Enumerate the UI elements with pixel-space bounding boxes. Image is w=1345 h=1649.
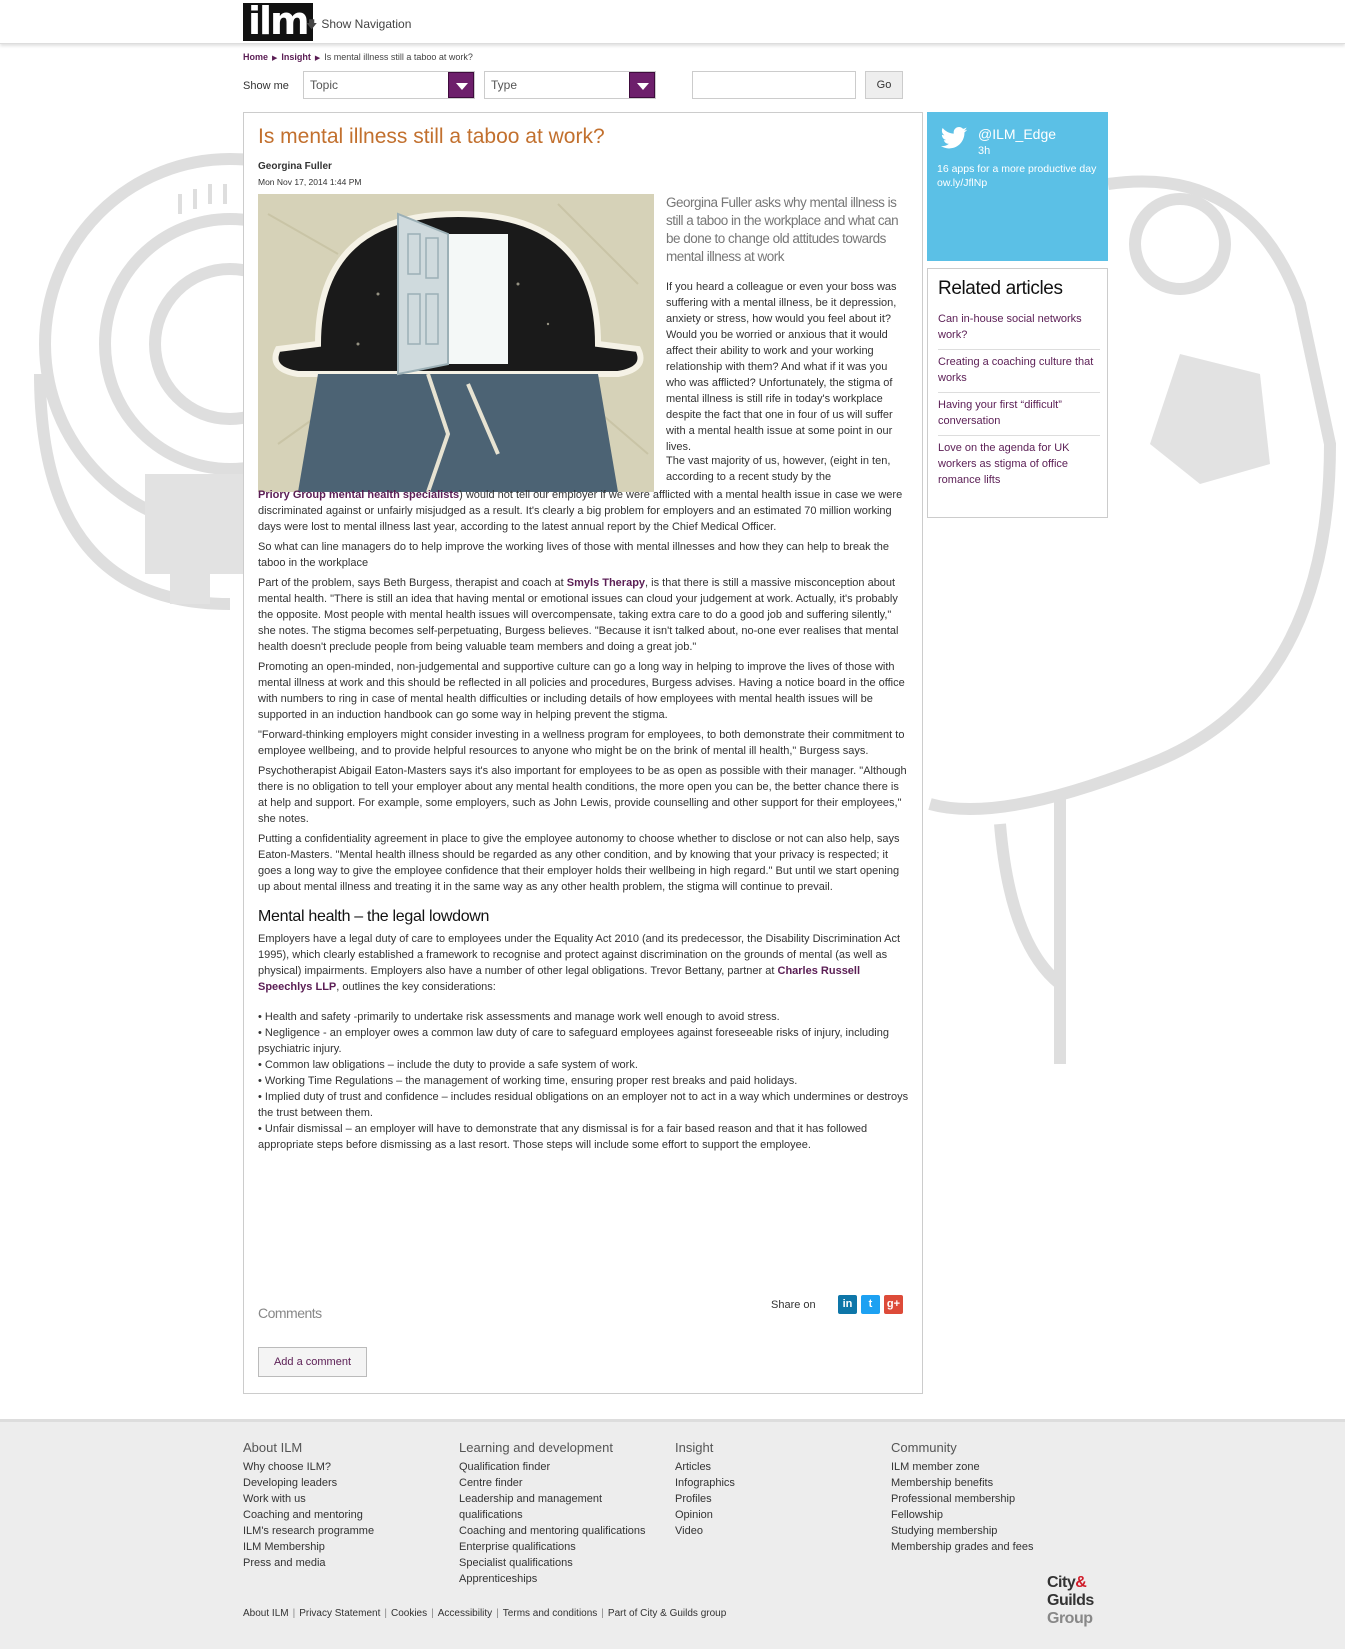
share-on-label: Share on — [771, 1299, 816, 1311]
footer-link[interactable]: Membership benefits — [891, 1477, 994, 1489]
footer-bottom-link[interactable]: Privacy Statement — [299, 1608, 381, 1619]
footer-link[interactable]: Infographics — [675, 1477, 735, 1489]
breadcrumb — [243, 52, 473, 62]
footer-link[interactable]: qualifications — [459, 1509, 523, 1521]
footer-community-title[interactable]: Community — [891, 1440, 957, 1455]
footer-link[interactable]: Developing leaders — [243, 1477, 338, 1489]
twitter-widget — [927, 112, 1108, 261]
article-body-top — [666, 279, 910, 459]
footer-link[interactable]: Video — [675, 1525, 703, 1537]
bullet-item: • Common law obligations – include the duty to provide a safe system of work. — [258, 1059, 638, 1071]
footer-about-column — [243, 1440, 374, 1571]
footer-link[interactable]: ILM's research programme — [243, 1525, 375, 1537]
footer-bottom-link[interactable]: Terms and conditions — [502, 1608, 598, 1619]
divider: | — [496, 1608, 499, 1619]
paragraph-2: The vast majority of us, however, (eight in ten, according to a recent study by the — [666, 455, 891, 483]
search-input[interactable] — [692, 71, 856, 99]
breadcrumb-current: Is mental illness still a taboo at work? — [324, 52, 473, 62]
linkedin-icon[interactable]: in — [838, 1295, 857, 1314]
footer-link[interactable]: Membership grades and fees — [891, 1541, 1034, 1553]
footer-bottom-link[interactable]: Cookies — [390, 1608, 428, 1619]
footer-link[interactable]: Why choose ILM? — [243, 1461, 332, 1473]
related-article-link[interactable]: Creating a coaching culture that works — [938, 350, 1100, 393]
bullet-item: • Implied duty of trust and confidence – includes residual obligations on an employer not to act in a way which undermines or destroys the trust between them. — [258, 1091, 909, 1119]
footer-link[interactable]: Enterprise qualifications — [459, 1541, 576, 1553]
bullet-item: • Health and safety -primarily to undertake risk assessments and manage work well enough to avoid stress. — [258, 1011, 780, 1023]
paragraph-7: Psychotherapist Abigail Eaton-Masters says it's also important for employees to be as open as possible with their manager. "Although there is no obligation to tell your employer about any mental health conditions, the more open you can be, the better chance there is at help and support. For example, some employers, such as John Lewis, provide counselling and other support for their employees," she notes. — [258, 765, 907, 825]
footer-link[interactable]: Profiles — [675, 1493, 712, 1505]
paragraph-1: If you heard a colleague or even your boss was suffering with a mental illness, be it depression, anxiety or stress, how would you feel about it? Would you be worried or anxious that it would affect their ability to work and your working relationship with them? And what if it was you who was afflicted? Unfortunately, the stigma of mental illness is still rife in today's workplace despite the fact that one in four of us will suffer with a mental health issue at some point in our lives. — [666, 281, 897, 453]
arrow-down-icon: 🡇 — [306, 19, 318, 31]
article-date: Mon Nov 17, 2014 1:44 PM — [258, 177, 362, 187]
city-and-guilds-logo[interactable]: City& Guilds Group — [1047, 1574, 1094, 1627]
footer-link[interactable]: Specialist qualifications — [459, 1557, 573, 1569]
filter-bar — [243, 70, 903, 100]
type-select[interactable] — [484, 71, 656, 99]
divider: | — [601, 1608, 604, 1619]
footer-about-title[interactable]: About ILM — [243, 1440, 303, 1455]
footer-link[interactable]: Studying membership — [891, 1525, 998, 1537]
paragraph-3: So what can line managers do to help improve the working lives of those with mental illnesses and how they can help to break the taboo in the workplace — [258, 541, 890, 569]
show-me-label: Show me — [243, 80, 289, 92]
dropdown-arrow-icon[interactable] — [448, 72, 474, 98]
site-header — [0, 0, 1345, 44]
related-articles-title: Related articles — [938, 278, 1063, 299]
article-intro: Georgina Fuller asks why mental illness is still a taboo in the workplace and what can be done to change old attitudes towards mental illness at work — [666, 195, 899, 264]
paragraph-9: Employers have a legal duty of care to employees under the Equality Act 2010 (and its predecessor, the Disability Discrimination Act 1995), which clearly established a framework to recognise and protect against discrimination on the grounds of mental (as well as physical) impairments. Employers also have a number of other legal obligations. Trevor Bettany, partner at Charles Russell Speechlys LLP, outlines the key considerations: — [258, 933, 901, 993]
show-navigation-button[interactable] — [306, 16, 411, 35]
footer-link[interactable]: ILM member zone — [891, 1461, 980, 1473]
footer-insight-title[interactable]: Insight — [675, 1440, 714, 1455]
related-article-link[interactable]: Having your first “difficult” conversation — [938, 393, 1100, 436]
type-select-value: Type — [491, 78, 518, 92]
footer-insight-column — [675, 1440, 735, 1539]
dropdown-arrow-icon[interactable] — [629, 72, 655, 98]
divider: | — [384, 1608, 387, 1619]
related-article-link[interactable]: Love on the agenda for UK workers as stigma of office romance lifts — [938, 442, 1070, 486]
paragraph-4: Part of the problem, says Beth Burgess, therapist and coach at Smyls Therapy, is that there is still a massive misconception about mental health. "There is still an idea that having mental or emotional issues can cloud your judgement at work. Actually, it's probably the opposite. Most people with mental health issues will overcompensate, taking extra care to do a good job and suffering silently," she notes. The stigma becomes self-perpetuating, Burgess believes. "Because it isn't talked about, no-one ever realises that mental health doesn't preclude people from being valuable team members and doing a great job." — [258, 577, 899, 653]
bullet-item: • Working Time Regulations – the management of working time, ensuring proper rest breaks and paid holidays. — [258, 1075, 798, 1087]
article-body — [258, 453, 910, 489]
paragraph-5: Promoting an open-minded, non-judgemental and supportive culture can go a long way in helping to improve the lives of those with mental illness at work and this should be reflected in all policies and procedures, Burgess advises. Having a notice board in the office with numbers to ring in case of mental health difficulties or including details of how employees with mental health issues will be supported in an induction handbook can go some way in helping prevent the stigma. — [258, 661, 905, 721]
site-footer — [0, 1419, 1345, 1649]
topic-select-value: Topic — [310, 78, 339, 92]
footer-learning-title[interactable]: Learning and development — [459, 1440, 613, 1455]
go-button[interactable]: Go — [865, 71, 903, 99]
twitter-handle[interactable]: @ILM_Edge — [978, 126, 1057, 142]
add-comment-button[interactable]: Add a comment — [258, 1347, 367, 1377]
twitter-bird-icon — [939, 127, 969, 149]
footer-community-column — [891, 1440, 1033, 1555]
footer-link[interactable]: Coaching and mentoring — [243, 1509, 363, 1521]
show-navigation-label: Show Navigation — [321, 17, 412, 31]
footer-bottom-link[interactable]: Accessibility — [437, 1608, 493, 1619]
article-hero-image — [258, 194, 654, 492]
breadcrumb-home[interactable]: Home — [243, 52, 269, 62]
twitter-share-icon[interactable]: t — [861, 1295, 880, 1314]
footer-link[interactable]: ILM Membership — [243, 1541, 325, 1553]
legal-lowdown-heading: Mental health – the legal lowdown — [258, 908, 490, 925]
chevron-right-icon: ▶ — [314, 55, 321, 62]
article-title: Is mental illness still a taboo at work? — [258, 125, 605, 148]
breadcrumb-insight[interactable]: Insight — [281, 52, 311, 62]
priory-group-link[interactable]: Priory Group mental health specialists — [258, 489, 460, 501]
footer-link[interactable]: Qualification finder — [459, 1461, 551, 1473]
footer-bottom-link[interactable]: About ILM — [243, 1608, 289, 1619]
footer-link[interactable]: Work with us — [243, 1493, 306, 1505]
article-panel — [243, 112, 923, 1394]
footer-link[interactable]: Coaching and mentoring qualifications — [459, 1525, 646, 1537]
paragraph-2-continued: Priory Group mental health specialists) would not tell our employer if we were afflicted with a mental health issue in case we were discriminated against or unfairly misjudged as a result. It's clearly a big problem for employers and an estimated 70 million working days were lost to mental illness last year, according to the latest annual report by the Chief Medical Officer. — [258, 489, 903, 533]
footer-link[interactable]: Articles — [675, 1461, 712, 1473]
related-article-link[interactable]: Can in-house social networks work? — [938, 307, 1100, 350]
divider: | — [292, 1608, 296, 1619]
tweet-text[interactable]: 16 apps for a more productive day ow.ly/JflNp — [937, 163, 1097, 189]
article-author: Georgina Fuller — [258, 161, 332, 172]
charles-russell-link[interactable]: Charles Russell Speechlys LLP — [258, 965, 861, 993]
related-articles-panel — [927, 268, 1108, 518]
smyls-therapy-link[interactable]: Smyls Therapy — [566, 577, 646, 589]
footer-link[interactable]: Opinion — [675, 1509, 713, 1521]
google-plus-icon[interactable]: g+ — [884, 1295, 903, 1314]
topic-select[interactable] — [303, 71, 475, 99]
bullet-item: • Negligence - an employer owes a common law duty of care to safeguard employees against foreseeable risks of injury, including psychiatric injury. — [258, 1027, 889, 1055]
chevron-right-icon: ▶ — [272, 55, 278, 62]
divider: | — [431, 1608, 434, 1619]
paragraph-6: "Forward-thinking employers might consider investing in a wellness program for employees, to both demonstrate their commitment to employee wellbeing, and to provide helpful resources to anyone who might be on the brink of mental ill health," Burgess says. — [258, 729, 905, 757]
ilm-logo[interactable]: ilm — [243, 3, 313, 41]
footer-link[interactable]: Fellowship — [891, 1509, 943, 1521]
comments-heading: Comments — [258, 1305, 322, 1321]
footer-link[interactable]: Press and media — [243, 1557, 326, 1569]
tweet-time: 3h — [978, 145, 991, 157]
related-articles-list — [938, 307, 1100, 494]
footer-link[interactable]: Professional membership — [891, 1493, 1016, 1505]
footer-bottom-link[interactable]: Part of City & Guilds group — [607, 1608, 727, 1619]
footer-bottom-links — [243, 1608, 726, 1619]
paragraph-8: Putting a confidentiality agreement in place to give the employee autonomy to choose whether to disclose or not can also help, says Eaton-Masters. "Mental health illness should be regarded as any other condition, and by knowing that your privacy is respected; it goes a long way to give the employee confidence that their employer holds their wellbeing in high regard." But until we start opening up about mental illness and treating it in the same way as any other health problem, the stigma will continue to prevail. — [258, 833, 900, 893]
footer-learning-column — [459, 1440, 646, 1587]
footer-link[interactable]: Leadership and management — [459, 1493, 603, 1505]
article-body-main — [258, 487, 910, 1153]
footer-link[interactable]: Centre finder — [459, 1477, 523, 1489]
footer-link[interactable]: Apprenticeships — [459, 1573, 538, 1585]
bullet-item: • Unfair dismissal – an employer will have to demonstrate that any dismissal is for a fair based reason and that it has followed appropriate steps before dismissing as a last resort. Those steps will include some effort to support the employee. — [258, 1123, 868, 1151]
